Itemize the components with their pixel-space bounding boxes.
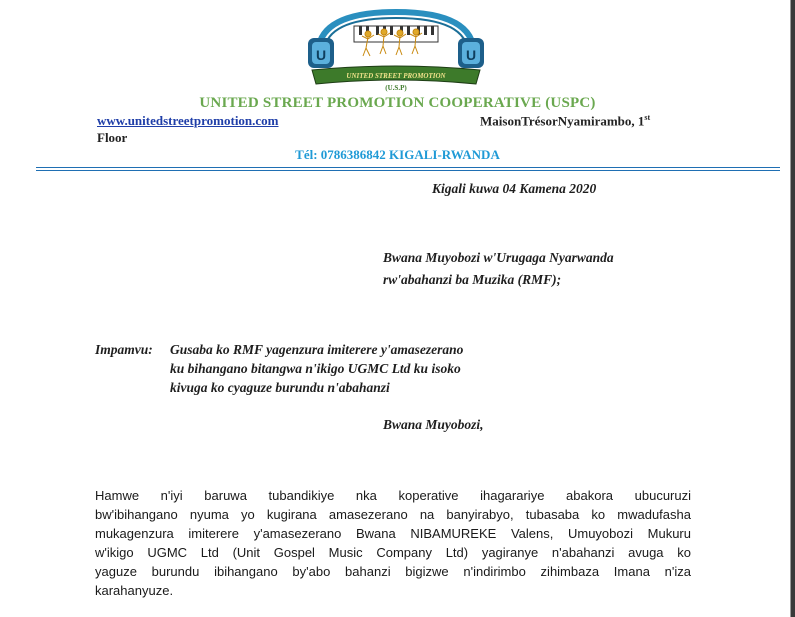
body-line: Hamwe n'iyi baruwa tubandikiye nka koperative ihagarariye abakora ubucuruzi	[95, 488, 691, 503]
header-divider-secondary	[36, 170, 780, 171]
body-line: mukagenzura imiterere y'amasezerano Bwana NIBAMUREKE Valens, Umuyobozi Mukuru	[95, 526, 691, 541]
window-border	[791, 0, 795, 617]
subject-label: Impamvu:	[95, 342, 153, 357]
letter-date: Kigali kuwa 04 Kamena 2020	[432, 181, 597, 196]
subject-line-1: Gusaba ko RMF yagenzura imiterere y'amasezerano	[170, 342, 464, 357]
letter-body	[95, 486, 691, 600]
logo-subtext: (U.S.P)	[385, 84, 407, 92]
svg-text:U: U	[465, 47, 477, 63]
address-superscript: st	[644, 113, 651, 122]
body-line: w'ikigo UGMC Ltd (Unit Gospel Music Company Ltd) yagiranye n'abahanzi avuga ko	[95, 545, 691, 560]
recipient-line-2: rw'abahanzi ba Muzika (RMF);	[383, 272, 562, 287]
address-text: MaisonTrésorNyamirambo, 1	[480, 113, 645, 129]
phone-contact: Tél: 0786386842 KIGALI-RWANDA	[295, 147, 500, 162]
subject-line-2: ku bihangano bitangwa n'ikigo UGMC Ltd ku isoko	[170, 361, 461, 376]
salutation: Bwana Muyobozi,	[383, 417, 484, 432]
organization-name: UNITED STREET PROMOTION COOPERATIVE (USPC)	[199, 95, 596, 111]
body-line: karahanyuze.	[95, 583, 174, 598]
body-line: yaguze burundu ibihangano by'abo bahanzi bigizwe n'indirimbo zihimbaza Imana n'iza	[95, 564, 691, 579]
header-divider	[36, 167, 780, 168]
website-link[interactable]: www.unitedstreetpromotion.com	[97, 113, 279, 128]
recipient-line-1: Bwana Muyobozi w'Urugaga Nyarwanda	[383, 250, 614, 265]
address-floor: Floor	[97, 130, 128, 145]
uspc-logo	[296, 4, 496, 94]
svg-text:U: U	[315, 47, 327, 63]
logo-text: UNITED STREET PROMOTION	[346, 72, 446, 80]
office-address	[480, 113, 650, 129]
body-line: bw'ibihangano nyuma yo kugirana amasezerano na banyirabyo, tubasaba ko mwadufasha	[95, 507, 691, 522]
subject-line-3: kivuga ko cyaguze burundu n'abahanzi	[170, 380, 390, 395]
